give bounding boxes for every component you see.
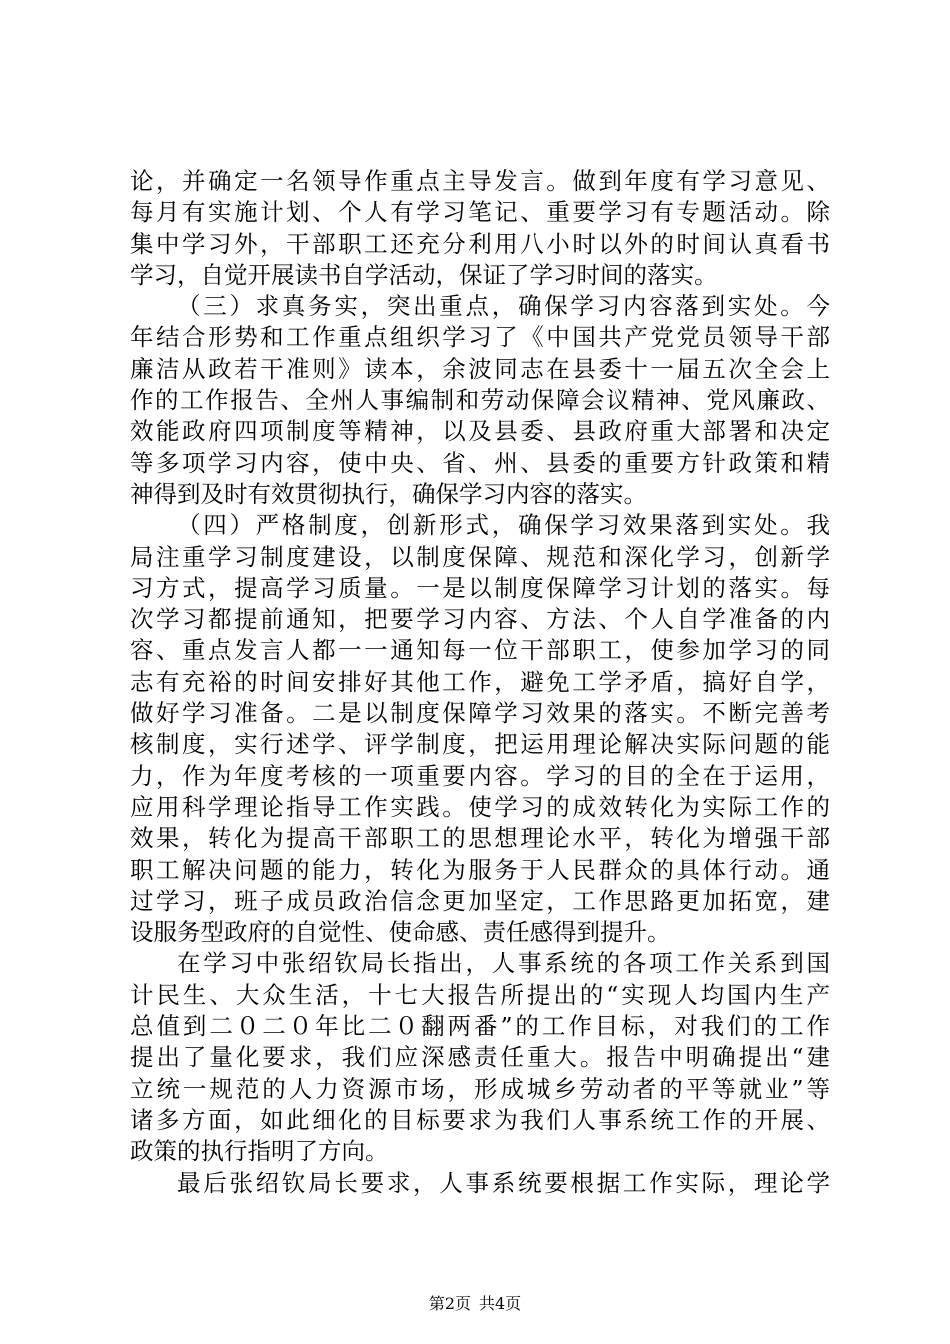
text-line: 年结合形势和工作重点组织学习了《中国共产党党员领导干部: [130, 323, 830, 352]
body-text: [130, 166, 830, 1199]
text-line: 容、重点发言人都一一通知每一位干部职工，使参加学习的同: [130, 636, 830, 665]
text-line: 提出了量化要求，我们应深感责任重大。报告中明确提出“建: [130, 1043, 830, 1072]
text-line: 次学习都提前通知，把要学习内容、方法、个人自学准备的内: [130, 605, 830, 634]
text-line: 过学习，班子成员政治信念更加坚定，工作思路更加拓宽，建: [130, 886, 830, 915]
text-line: 等多项学习内容，使中央、省、州、县委的重要方针政策和精: [130, 448, 830, 477]
text-line: 作的工作报告、全州人事编制和劳动保障会议精神、党风廉政、: [130, 386, 830, 415]
text-line: 设服务型政府的自觉性、使命感、责任感得到提升。: [130, 918, 671, 947]
text-line: （四）严格制度，创新形式，确保学习效果落到实处。我: [177, 511, 830, 540]
page-footer: [0, 1294, 950, 1314]
text-line: 志有充裕的时间安排好其他工作，避免工学矛盾，搞好自学，: [130, 667, 830, 696]
text-line: 职工解决问题的能力，转化为服务于人民群众的具体行动。通: [130, 855, 830, 884]
text-line: 力，作为年度考核的一项重要内容。学习的目的全在于运用，: [130, 761, 830, 790]
text-line: 学习，自觉开展读书自学活动，保证了学习时间的落实。: [130, 260, 718, 289]
text-line: 在学习中张绍钦局长指出，人事系统的各项工作关系到国: [177, 949, 830, 978]
text-line: 习方式，提高学习质量。一是以制度保障学习计划的落实。每: [130, 573, 830, 602]
page-total: 共4页: [479, 1294, 522, 1313]
text-line: 效果，转化为提高干部职工的思想理论水平，转化为增强干部: [130, 824, 830, 853]
text-line: 核制度，实行述学、评学制度，把运用理论解决实际问题的能: [130, 730, 830, 759]
text-line: 做好学习准备。二是以制度保障学习效果的落实。不断完善考: [130, 699, 830, 728]
text-line: 廉洁从政若干准则》读本，余波同志在县委十一届五次全会上: [130, 354, 830, 383]
text-line: （三）求真务实，突出重点，确保学习内容落到实处。今: [177, 292, 830, 321]
page-number: 第2页: [428, 1294, 471, 1313]
text-line: 立统一规范的人力资源市场，形成城乡劳动者的平等就业”等: [130, 1074, 830, 1103]
text-line: 局注重学习制度建设，以制度保障、规范和深化学习，创新学: [130, 542, 830, 571]
text-line: 政策的执行指明了方向。: [130, 1137, 389, 1166]
text-line: 计民生、大众生活，十七大报告所提出的“实现人均国内生产: [130, 980, 830, 1009]
text-line: 最后张绍钦局长要求，人事系统要根据工作实际，理论学: [177, 1168, 830, 1197]
text-line: 集中学习外，干部职工还充分利用八小时以外的时间认真看书: [130, 229, 830, 258]
text-line: 总值到二０二０年比二０翻两番”的工作目标，对我们的工作: [130, 1012, 830, 1041]
text-line: 每月有实施计划、个人有学习笔记、重要学习有专题活动。除: [130, 198, 830, 227]
text-line: 效能政府四项制度等精神，以及县委、县政府重大部署和决定: [130, 417, 830, 446]
text-line: 应用科学理论指导工作实践。使学习的成效转化为实际工作的: [130, 792, 830, 821]
text-line: 论，并确定一名领导作重点主导发言。做到年度有学习意见、: [130, 167, 830, 195]
text-line: 神得到及时有效贯彻执行，确保学习内容的落实。: [130, 479, 647, 508]
text-line: 诸多方面，如此细化的目标要求为我们人事系统工作的开展、: [130, 1105, 830, 1134]
